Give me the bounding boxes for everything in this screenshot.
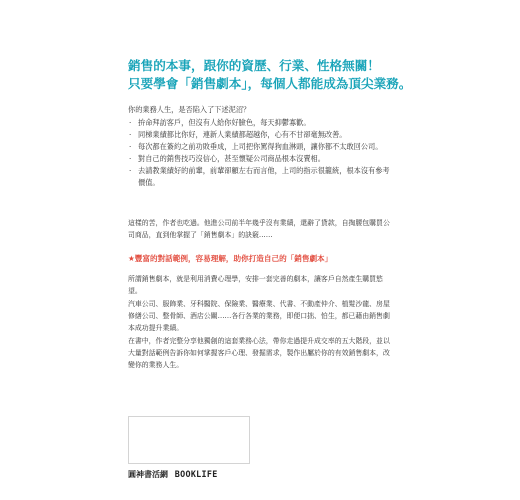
publisher-logo[interactable]: [128, 467, 218, 481]
author-story: 這樣的苦，作者也吃過。他進公司前半年幾乎沒有業績，還辭了貸款，自掏腰包購買公司商品，直到他掌握了「銷售劇本」的訣竅……: [128, 219, 390, 239]
publisher-brand: BOOKLIFE: [174, 469, 218, 479]
body-paragraph: 汽車公司、服飾業、牙科醫院、保險業、醫療業、代書、不動產仲介、植髮沙龍、房屋修繕公司、整骨師、酒店公關……各行各業的業務，即便口拙、怕生，都已藉由銷售劇本成功提升業績。: [128, 300, 390, 332]
intro-section: [128, 104, 390, 189]
publisher-name: 圓神書活網: [128, 470, 168, 479]
headline-line-1: 銷售的本事，跟你的資歷、行業、性格無關！: [128, 58, 380, 73]
body-paragraph: 所謂銷售劇本，就是利用消費心理學，安排一套完善的劇本，讓客戶自然產生購買慾望。: [128, 275, 383, 295]
headline: [128, 57, 508, 93]
body-text: [128, 273, 390, 372]
headline-line-2: 只要學會「銷售劇本」，每個人都能成為頂尖業務。: [128, 76, 412, 91]
section-subhead: ★豐富的對話範例，容易理解，助你打造自己的「銷售劇本」: [128, 254, 333, 263]
pain-point-item: · 對自己的銷售技巧沒信心，甚至懷疑公司商品根本沒賣相。: [128, 153, 390, 165]
pain-point-item: · 同梯業績都比你好，連新人業績都超越你，心有不甘卻毫無改善。: [128, 129, 390, 141]
pain-point-item: · 每次都在簽約之前功敗垂成，上司把你罵得狗血淋頭，讓你都不太敢回公司。: [128, 141, 390, 153]
body-paragraph: 在書中，作者完整分享他獨創的這套業務心法，帶你走過提升成交率的五大階段，並以大量對話範例告訴你如何掌握客戶心理、發掘需求，製作出屬於你的有效銷售劇本，改變你的業務人生。: [128, 337, 390, 369]
pain-point-item: · 去請教業績好的前輩，前輩卻顧左右而言他，上司的指示很籠統，根本沒有參考價值。: [128, 165, 390, 189]
pain-point-list: [128, 117, 390, 189]
intro-question: 你的業務人生，是否陷入了下述泥沼？: [128, 105, 251, 114]
empty-image-frame: [128, 416, 250, 464]
pain-point-item: · 拚命拜訪客戶，但沒有人給你好臉色，每天抑鬱寡歡。: [128, 117, 390, 129]
